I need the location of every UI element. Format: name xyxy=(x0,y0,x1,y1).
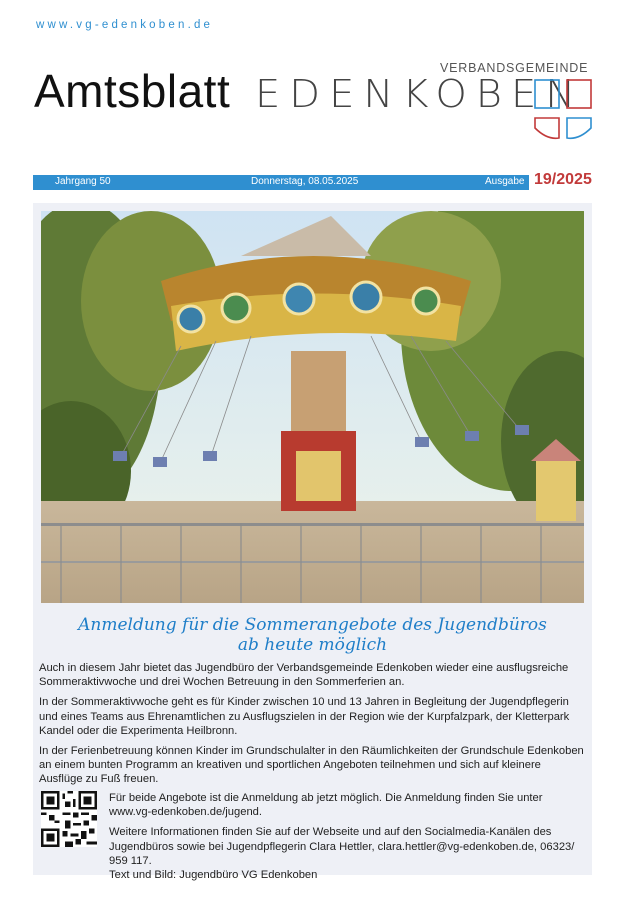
publication-title: Amtsblatt xyxy=(34,65,231,117)
crest-logo-icon xyxy=(534,78,594,150)
issue-date: Donnerstag, 08.05.2025 xyxy=(251,176,359,187)
volume-label: Jahrgang 50 xyxy=(55,176,111,187)
headline-line-2: ab heute möglich xyxy=(237,635,388,655)
carousel-photo xyxy=(41,211,584,603)
paragraph: Auch in diesem Jahr bietet das Jugendbüro der Verbandsgemeinde Edenkoben wieder eine ausflugsreiche Sommeraktivwoche und drei Wochen Betreuung in den Sommerferien an. xyxy=(39,662,569,689)
paragraph: Für beide Angebote ist die Anmeldung ab jetzt möglich. Die Anmeldung finden Sie unter www.vg-edenkoben.de/jugend. xyxy=(109,792,543,819)
paragraph: In der Ferienbetreuung können Kinder im Grundschulalter in den Räumlichkeiten der Grundschule Edenkoben an einem bunten Programm an kreativen und sportlichen Angeboten teilnehmen und sich auf kleinere Ausflüge zu Fuß freuen. xyxy=(39,745,584,786)
article-headline xyxy=(33,615,592,655)
headline-line-1: Anmeldung für die Sommerangebote des Jugendbüros xyxy=(78,615,547,635)
issue-info-bar xyxy=(33,175,529,190)
issue-number: 19/2025 xyxy=(534,171,592,188)
paragraph: Weitere Informationen finden Sie auf der Webseite und auf den Socialmedia-Kanälen des Jugendbüros sowie bei Jugendpflegerin Clara Hettler, clara.hettler@vg-edenkoben.de, 06323/ 959 117. xyxy=(109,826,575,867)
qr-code-icon[interactable] xyxy=(41,791,97,847)
article-card xyxy=(33,203,592,882)
brand-name: EDENKOBEN xyxy=(255,73,585,117)
website-url[interactable]: www.vg-edenkoben.de xyxy=(36,19,214,31)
issue-label: Ausgabe xyxy=(485,176,525,187)
paragraph: In der Sommeraktivwoche geht es für Kinder zwischen 10 und 13 Jahren in Begleitung der Jugendpflegerin und eines Teams aus Ehrenamtlichen zu Ausflugszielen in der Region wie der Kurpfalzpark, der Kletterpark Kandel oder die Experimenta Heilbronn. xyxy=(39,696,570,737)
registration-info xyxy=(109,791,587,888)
brand-subtitle: VERBANDSGEMEINDE xyxy=(440,61,589,75)
credit-line: Text und Bild: Jugendbüro VG Edenkoben xyxy=(109,869,318,882)
article-body xyxy=(39,661,585,793)
